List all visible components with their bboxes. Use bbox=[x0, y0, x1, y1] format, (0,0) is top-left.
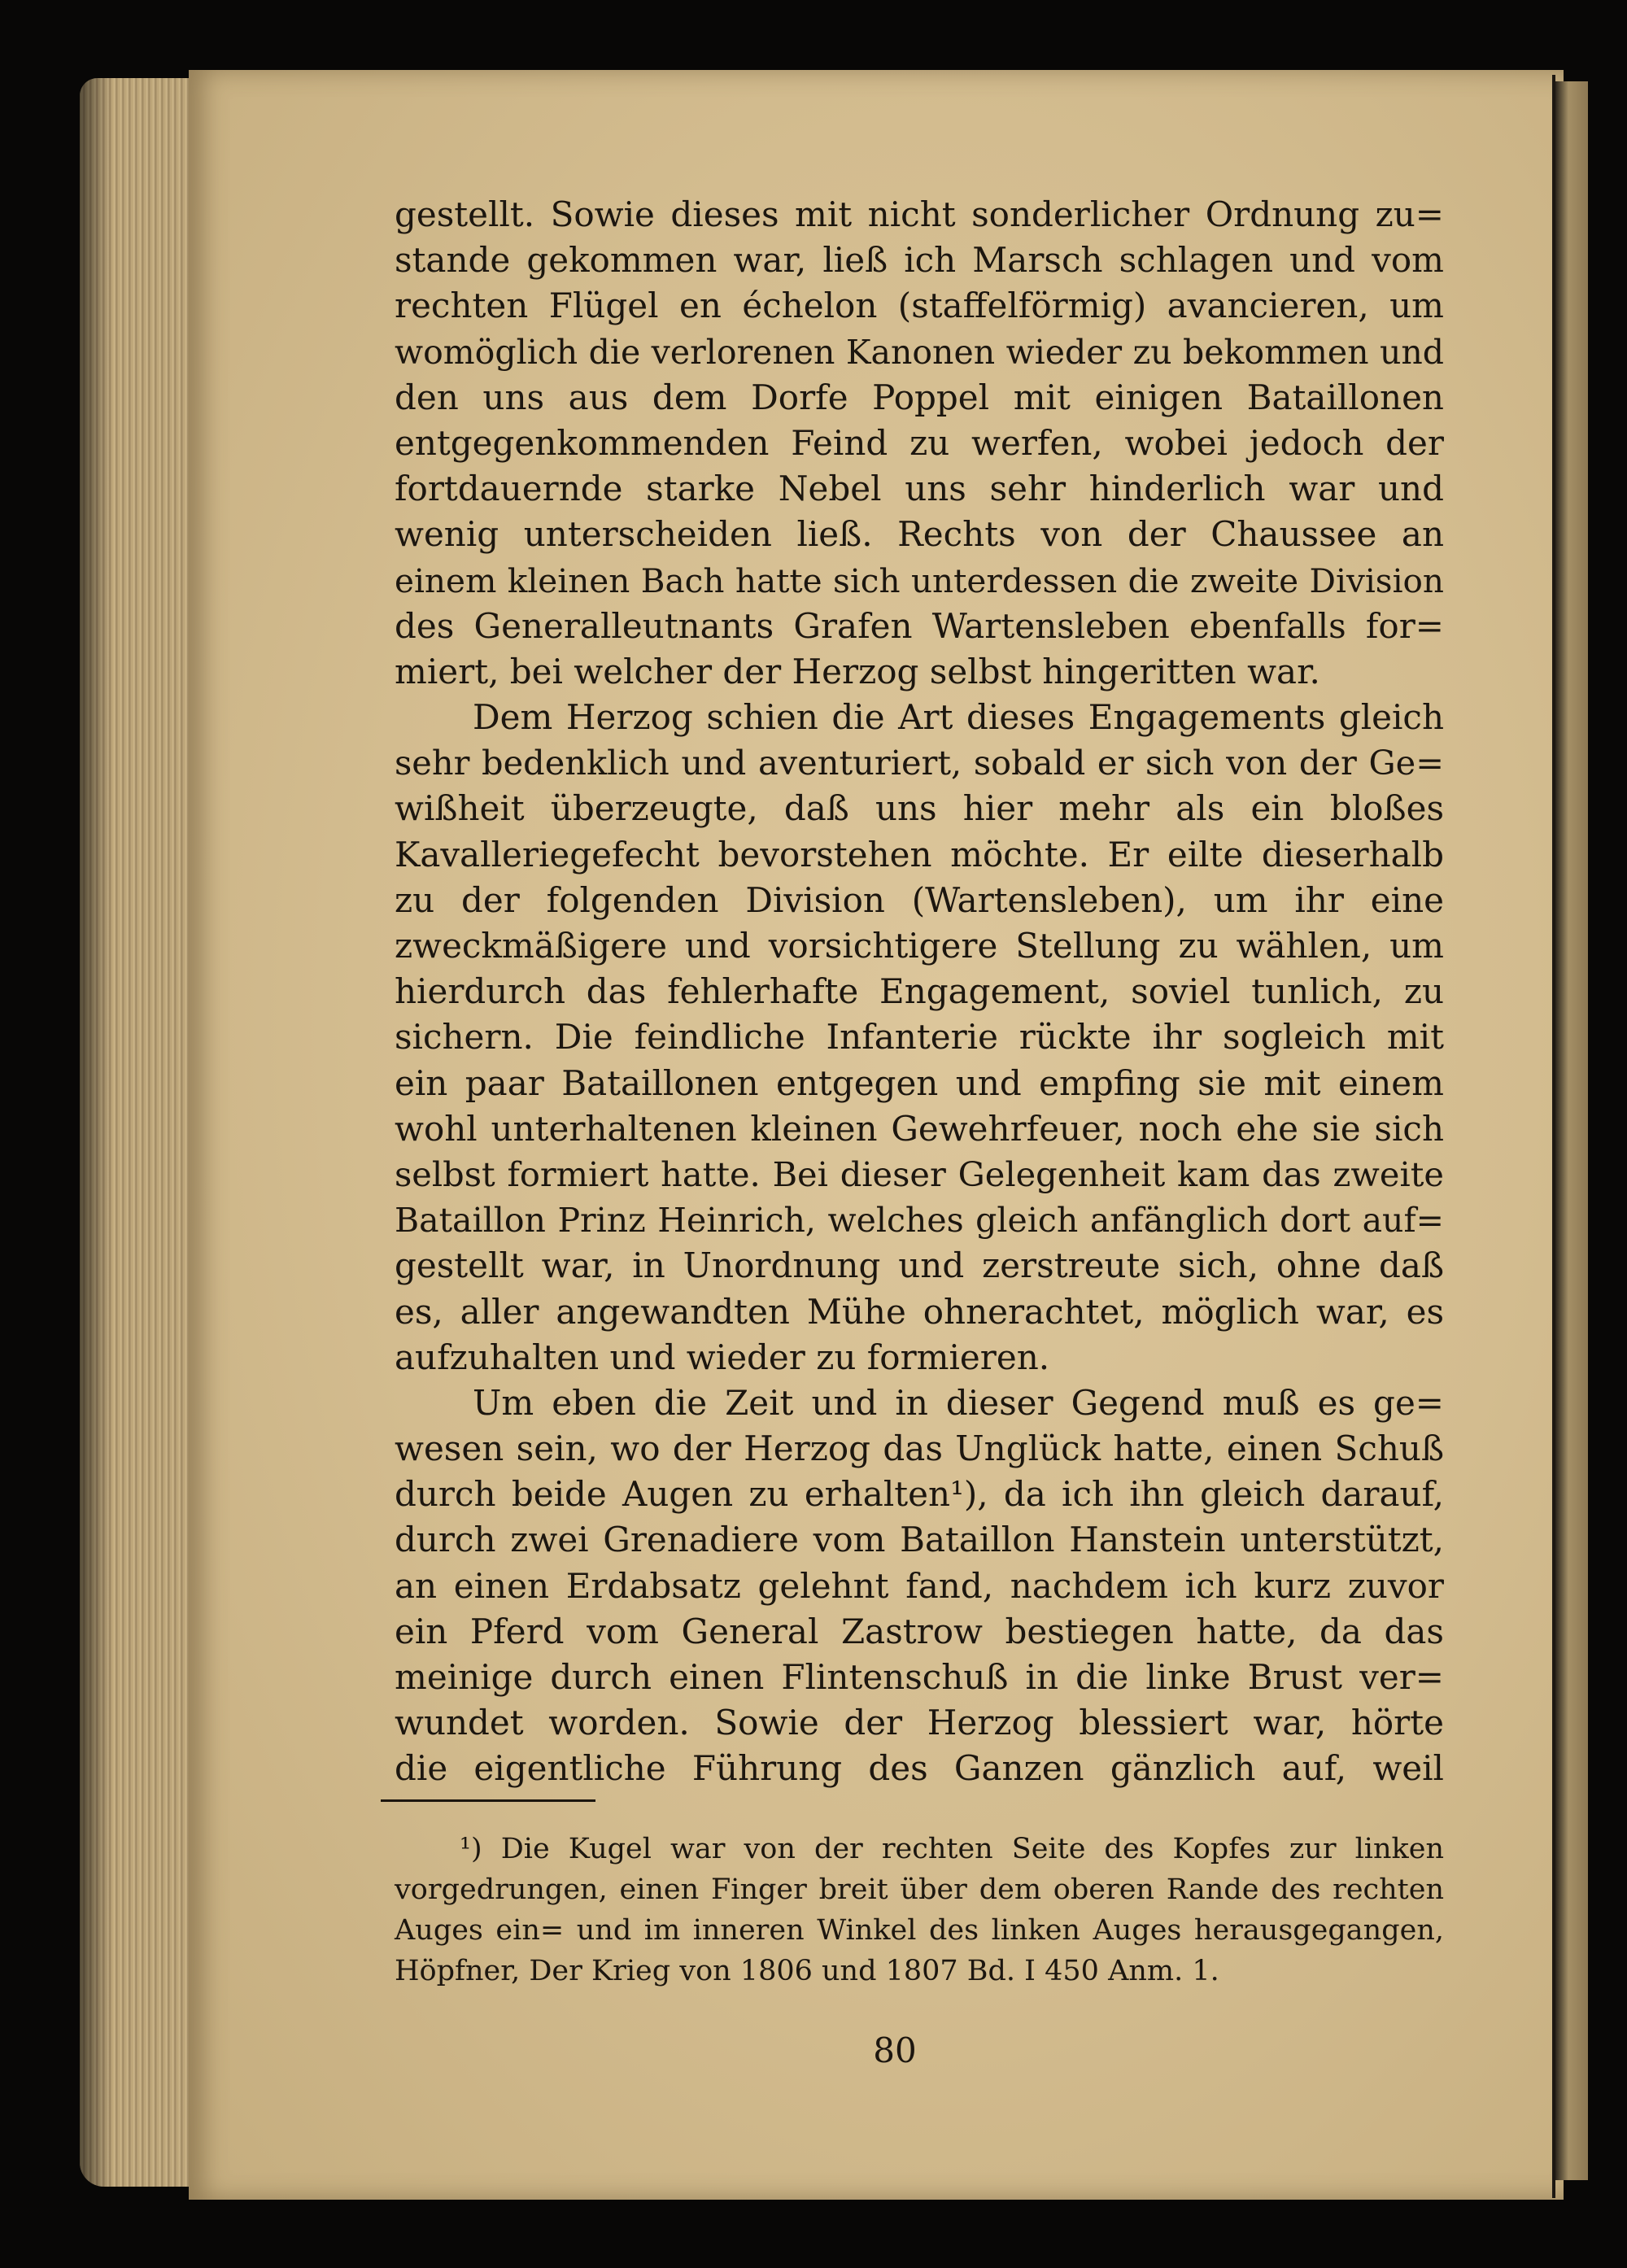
body-line: gestellt war, in Unordnung und zerstreute sich, ohne daß bbox=[395, 1245, 1444, 1286]
body-line: zu der folgenden Division (Wartensleben), um ihr eine bbox=[395, 879, 1444, 920]
facing-page-edge bbox=[1555, 81, 1588, 2180]
body-line: rechten Flügel en échelon (staffelförmig) avancieren, um bbox=[395, 286, 1444, 326]
footnote-rule bbox=[381, 1799, 595, 1802]
body-line: die eigentliche Führung des Ganzen gänzlich auf, weil bbox=[395, 1748, 1444, 1789]
body-line: miert, bei welcher der Herzog selbst hingeritten war. bbox=[395, 651, 1320, 691]
body-line: aufzuhalten und wieder zu formieren. bbox=[395, 1337, 1050, 1377]
body-line: meinige durch einen Flintenschuß in die linke Brust ver= bbox=[395, 1657, 1444, 1697]
body-line: zweckmäßigere und vorsichtigere Stellung zu wählen, um bbox=[395, 926, 1444, 966]
page-number: 80 bbox=[873, 2030, 917, 2070]
body-line: stande gekommen war, ließ ich Marsch schlagen und vom bbox=[395, 240, 1444, 281]
body-line: wißheit überzeugte, daß uns hier mehr als ein bloßes bbox=[395, 788, 1444, 829]
body-line: selbst formiert hatte. Bei dieser Gelegenheit kam das zweite bbox=[395, 1154, 1444, 1194]
footnote-line: ¹) Die Kugel war von der rechten Seite des Kopfes zur linken bbox=[460, 1833, 1444, 1865]
body-line: durch zwei Grenadiere vom Bataillon Hanstein unterstützt, bbox=[395, 1520, 1444, 1560]
body-line: ein paar Bataillonen entgegen und empfing sie mit einem bbox=[395, 1062, 1444, 1103]
body-line: es, aller angewandten Mühe ohnerachtet, möglich war, es bbox=[395, 1291, 1444, 1332]
body-line: fortdauernde starke Nebel uns sehr hinderlich war und bbox=[395, 469, 1444, 509]
body-line: wohl unterhaltenen kleinen Gewehrfeuer, noch ehe sie sich bbox=[395, 1108, 1444, 1149]
body-line: einem kleinen Bach hatte sich unterdessen die zweite Division bbox=[395, 560, 1444, 600]
body-line: sehr bedenklich und aventuriert, sobald er sich von der Ge= bbox=[395, 743, 1444, 783]
body-line: an einen Erdabsatz gelehnt fand, nachdem ich kurz zuvor bbox=[395, 1565, 1444, 1606]
page-edge-shadow bbox=[80, 78, 112, 2187]
body-text bbox=[395, 192, 1444, 1792]
body-line: wundet worden. Sowie der Herzog blessiert war, hörte bbox=[395, 1703, 1444, 1743]
body-line: durch beide Augen zu erhalten¹), da ich ihn gleich darauf, bbox=[395, 1474, 1444, 1515]
footnote-line: Höpfner, Der Krieg von 1806 und 1807 Bd. I 450 Anm. 1. bbox=[395, 1955, 1219, 1987]
footnote-line: vorgedrungen, einen Finger breit über dem oberen Rande des rechten bbox=[395, 1873, 1444, 1906]
paragraph-start-line: Um eben die Zeit und in dieser Gegend muß es ge= bbox=[473, 1382, 1444, 1423]
body-line: sichern. Die feindliche Infanterie rückte ihr sogleich mit bbox=[395, 1017, 1444, 1058]
footnote bbox=[395, 1829, 1444, 1991]
body-line: Kavalleriegefecht bevorstehen möchte. Er eilte dieserhalb bbox=[395, 834, 1444, 874]
body-line: des Generalleutnants Grafen Wartensleben ebenfalls for= bbox=[395, 605, 1444, 646]
body-line: entgegenkommenden Feind zu werfen, wobei jedoch der bbox=[395, 422, 1444, 463]
footnote-line: Auges ein= und im inneren Winkel des linken Auges herausgegangen, bbox=[395, 1914, 1444, 1947]
body-line: hierdurch das fehlerhafte Engagement, soviel tunlich, zu bbox=[395, 971, 1444, 1012]
body-line: wesen sein, wo der Herzog das Unglück hatte, einen Schuß bbox=[395, 1428, 1444, 1469]
body-line: Bataillon Prinz Heinrich, welches gleich anfänglich dort auf= bbox=[395, 1201, 1444, 1241]
body-line: womöglich die verlorenen Kanonen wieder zu bekommen und bbox=[395, 332, 1444, 372]
body-line: gestellt. Sowie dieses mit nicht sonderlicher Ordnung zu= bbox=[395, 194, 1444, 234]
paragraph-start-line: Dem Herzog schien die Art dieses Engagements gleich bbox=[473, 697, 1444, 738]
body-line: wenig unterscheiden ließ. Rechts von der Chaussee an bbox=[395, 514, 1444, 555]
body-line: ein Pferd vom General Zastrow bestiegen hatte, da das bbox=[395, 1611, 1444, 1651]
body-line: den uns aus dem Dorfe Poppel mit einigen Bataillonen bbox=[395, 377, 1444, 417]
